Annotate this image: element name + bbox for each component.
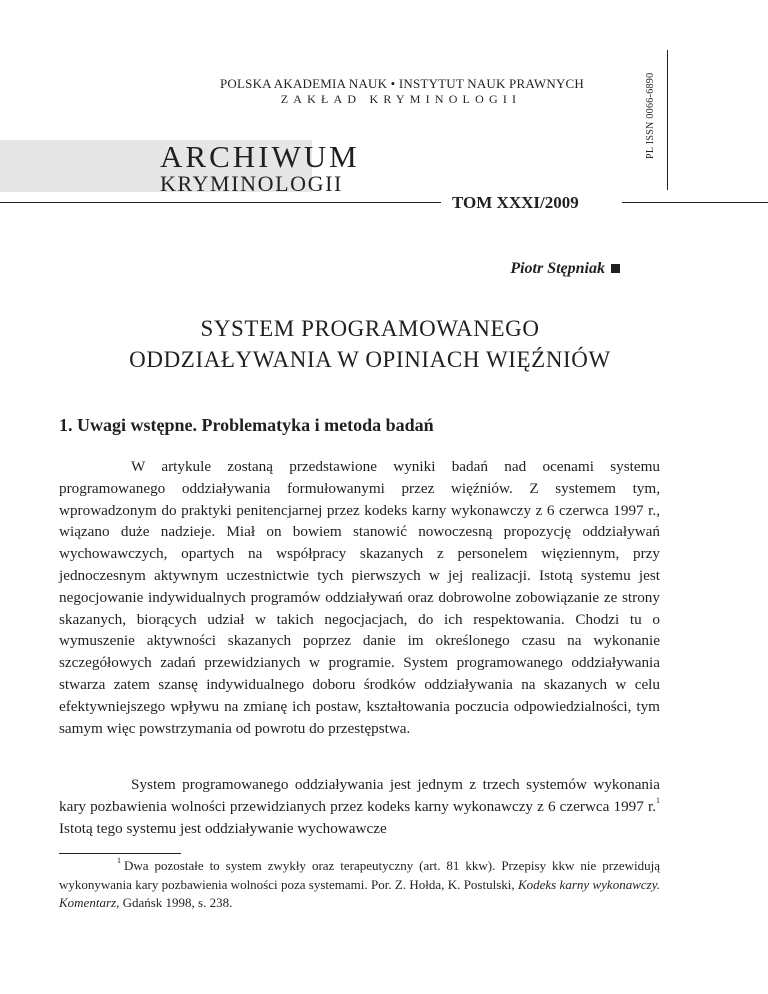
footnote-number: 1 (117, 856, 121, 865)
publisher-line: POLSKA AKADEMIA NAUK • INSTYTUT NAUK PRAWNYCH (220, 76, 585, 91)
masthead-rule-left (0, 202, 441, 203)
paragraph-2-continuation: Istotą tego systemu jest oddziaływanie wychowawcze (59, 819, 387, 837)
issn-divider (667, 50, 668, 190)
author-name: Piotr Stępniak (510, 260, 605, 277)
footnote-book-title: Kodeks karny wykonawczy. Komentarz (59, 876, 660, 910)
journal-title-line2: KRYMINOLOGII (160, 171, 343, 196)
footnote-citation-end: , Gdańsk 1998, s. 238. (116, 895, 233, 910)
paragraph-2-text: System programowanego oddziaływania jest jednym z trzech systemów wykonania kary pozbawienia wolności przewidzianych przez kodeks karny wykonawczy z 6 czerwca 1997 r. (59, 776, 660, 815)
volume-label: TOM XXXI/2009 (452, 193, 579, 212)
masthead-rule-right (622, 202, 768, 203)
issn-number: PL ISSN 0066-6890 (645, 72, 656, 159)
article-title-text: SYSTEM PROGRAMOWANEGO ODDZIAŁYWANIA W OPINIACH WIĘŹNIÓW (129, 316, 611, 372)
author-line (510, 260, 620, 278)
footnote-text: Dwa pozostałe to system zwykły oraz terapeutyczny (art. 81 kkw). Przepisy kkw nie przewidują wykonywania kary pozbawienia wolności poza systemami. Por. Z. Hołda, K. Postulski, (59, 858, 660, 892)
footnote (59, 857, 660, 913)
article-title (0, 313, 740, 375)
footnote-reference[interactable]: 1 (656, 795, 660, 805)
body-paragraph-1: W artykule zostaną przedstawione wyniki badań nad ocenami systemu programowanego oddziaływania formułowanymi przez więźniów. Z systemem tym, wprowadzonym do praktyki penitencjarnej przez kodeks karny wykonawczy z 6 czerwca 1997 r., wiązano duże nadzieje. Miał on bowiem stanowić nowoczesną propozycję oddziaływań wychowawczych, opartych na współpracy skazanych z personelem więziennym, przy jednoczesnym aktywnym uczestnictwie tych pierwszych w jej realizacji. Istotą systemu jest negocjowanie indywidualnych programów oddziaływań oraz dobrowolne zobowiązanie ze strony skazanych, biorących udział w takich negocjacjach, do ich respektowania. Chodzi tu o wymuszenie aktywności skazanych poprzez danie im określonego czasu na wykonanie szczegółowych zadań przewidzianych w programie. System programowanego oddziaływania stwarza zatem szansę indywidualnego doboru środków oddziaływania na skazanych w celu efektywniejszego wpływu na zmianę ich postaw, kształtowania poczucia odpowiedzialności, tym samym więc powstrzymania od powrotu do przestępstwa. (59, 458, 660, 737)
section-heading: 1. Uwagi wstępne. Problematyka i metoda badań (59, 415, 434, 435)
journal-title-line1: ARCHIWUM (160, 139, 360, 174)
footnote-divider (59, 853, 181, 854)
department-line: ZAKŁAD KRYMINOLOGII (280, 92, 522, 106)
square-bullet-icon (611, 264, 620, 273)
body-paragraph-2 (59, 774, 660, 839)
